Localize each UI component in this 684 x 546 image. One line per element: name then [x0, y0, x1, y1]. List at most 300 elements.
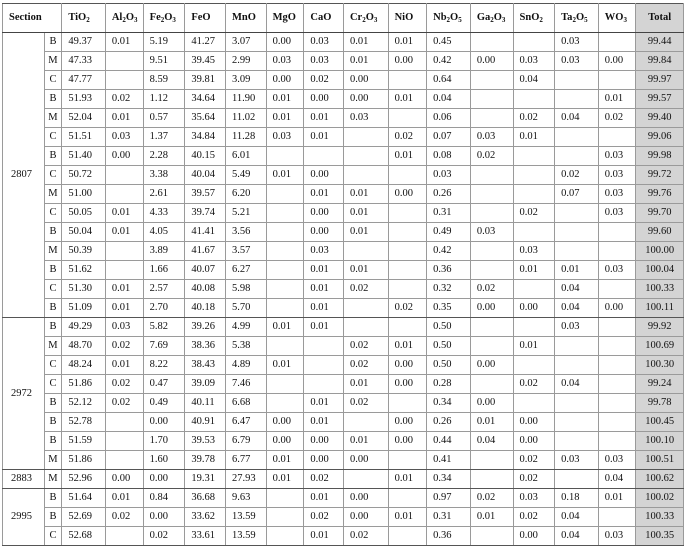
table-row	[3, 356, 684, 375]
value-cell	[598, 128, 636, 147]
total-cell: 99.76	[636, 185, 684, 204]
value-cell: 51.00	[62, 185, 106, 204]
value-cell: 0.00	[266, 432, 304, 451]
table-row	[3, 280, 684, 299]
value-cell	[105, 451, 143, 470]
table-row	[3, 451, 684, 470]
value-cell: 0.03	[427, 166, 471, 185]
column-header-subscript: 3	[373, 16, 378, 24]
value-cell: 0.00	[304, 223, 344, 242]
column-header-formula: Al	[111, 12, 123, 23]
value-cell: 0.01	[304, 489, 344, 508]
value-cell	[470, 261, 513, 280]
total-cell: 100.69	[636, 337, 684, 356]
value-cell: 11.28	[225, 128, 266, 147]
value-cell: 6.20	[225, 185, 266, 204]
value-cell: 51.30	[62, 280, 106, 299]
value-cell: 0.00	[266, 413, 304, 432]
column-header-subscript: 3	[134, 16, 138, 24]
value-cell: 1.60	[143, 451, 185, 470]
value-cell: 41.67	[185, 242, 226, 261]
value-cell	[598, 413, 636, 432]
table-row	[3, 242, 684, 261]
zone-cell: C	[44, 280, 62, 299]
zone-cell: M	[44, 242, 62, 261]
value-cell	[266, 508, 304, 527]
value-cell	[555, 204, 599, 223]
value-cell: 0.36	[427, 527, 471, 546]
column-header-formula: FeO	[191, 12, 211, 23]
value-cell: 0.18	[555, 489, 599, 508]
value-cell: 52.96	[62, 470, 106, 489]
value-cell	[388, 280, 427, 299]
value-cell: 0.02	[513, 451, 555, 470]
value-cell	[304, 356, 344, 375]
value-cell: 0.00	[513, 413, 555, 432]
value-cell: 3.56	[225, 223, 266, 242]
value-cell	[513, 166, 555, 185]
value-cell: 0.03	[470, 128, 513, 147]
value-cell	[598, 318, 636, 337]
oxide-column-header	[343, 4, 388, 33]
total-cell: 99.06	[636, 128, 684, 147]
oxide-composition-table	[2, 3, 684, 546]
zone-cell: B	[44, 147, 62, 166]
value-cell	[555, 432, 599, 451]
value-cell: 0.01	[266, 356, 304, 375]
value-cell: 0.01	[266, 470, 304, 489]
value-cell: 5.21	[225, 204, 266, 223]
value-cell: 2.70	[143, 299, 185, 318]
value-cell: 0.01	[555, 261, 599, 280]
zone-cell: C	[44, 204, 62, 223]
table-row	[3, 223, 684, 242]
value-cell: 39.78	[185, 451, 226, 470]
value-cell: 2.61	[143, 185, 185, 204]
value-cell: 0.00	[304, 166, 344, 185]
value-cell: 0.06	[427, 109, 471, 128]
value-cell: 0.02	[470, 147, 513, 166]
value-cell	[513, 147, 555, 166]
value-cell	[598, 432, 636, 451]
oxide-column-header	[470, 4, 513, 33]
value-cell: 5.38	[225, 337, 266, 356]
total-cell: 99.72	[636, 166, 684, 185]
value-cell: 0.00	[343, 508, 388, 527]
zone-cell: M	[44, 337, 62, 356]
value-cell	[470, 33, 513, 52]
value-cell: 0.64	[427, 71, 471, 90]
value-cell: 0.02	[343, 280, 388, 299]
value-cell: 0.03	[105, 128, 143, 147]
value-cell: 6.01	[225, 147, 266, 166]
value-cell: 0.02	[513, 375, 555, 394]
value-cell: 0.03	[105, 318, 143, 337]
value-cell: 0.00	[304, 432, 344, 451]
value-cell: 0.00	[388, 356, 427, 375]
value-cell: 0.00	[470, 394, 513, 413]
section-cell: 2883	[3, 470, 45, 489]
value-cell	[598, 394, 636, 413]
value-cell: 0.03	[470, 223, 513, 242]
value-cell: 0.01	[343, 204, 388, 223]
value-cell	[388, 527, 427, 546]
value-cell: 0.01	[304, 261, 344, 280]
value-cell: 52.12	[62, 394, 106, 413]
value-cell: 13.59	[225, 527, 266, 546]
value-cell	[388, 394, 427, 413]
value-cell: 4.05	[143, 223, 185, 242]
column-header-formula: Total	[648, 12, 672, 23]
value-cell: 0.03	[513, 242, 555, 261]
table-row	[3, 508, 684, 527]
value-cell	[555, 413, 599, 432]
value-cell: 39.09	[185, 375, 226, 394]
value-cell: 0.03	[513, 52, 555, 71]
table-row	[3, 33, 684, 52]
column-header-formula: O	[125, 12, 135, 23]
value-cell: 0.00	[388, 375, 427, 394]
value-cell: 0.03	[555, 33, 599, 52]
value-cell: 0.01	[304, 280, 344, 299]
value-cell: 0.01	[388, 90, 427, 109]
column-header-formula: Fe	[149, 12, 161, 23]
value-cell	[304, 375, 344, 394]
value-cell: 40.07	[185, 261, 226, 280]
value-cell: 0.03	[598, 451, 636, 470]
value-cell: 3.07	[225, 33, 266, 52]
value-cell	[598, 508, 636, 527]
value-cell	[555, 242, 599, 261]
value-cell	[598, 280, 636, 299]
value-cell	[343, 147, 388, 166]
zone-cell: M	[44, 185, 62, 204]
value-cell	[555, 128, 599, 147]
value-cell: 0.02	[513, 508, 555, 527]
value-cell	[105, 413, 143, 432]
value-cell	[598, 356, 636, 375]
value-cell: 9.51	[143, 52, 185, 71]
value-cell	[513, 356, 555, 375]
value-cell	[598, 337, 636, 356]
value-cell: 8.22	[143, 356, 185, 375]
column-header-subscript: 2	[539, 16, 543, 24]
value-cell	[266, 299, 304, 318]
value-cell: 0.00	[513, 299, 555, 318]
value-cell	[470, 204, 513, 223]
value-cell	[470, 527, 513, 546]
value-cell: 51.40	[62, 147, 106, 166]
value-cell: 0.02	[105, 508, 143, 527]
total-cell: 100.62	[636, 470, 684, 489]
zone-cell: B	[44, 223, 62, 242]
value-cell	[513, 223, 555, 242]
value-cell	[513, 90, 555, 109]
oxide-column-header	[427, 4, 471, 33]
value-cell: 8.59	[143, 71, 185, 90]
zone-cell: B	[44, 318, 62, 337]
value-cell: 0.01	[304, 185, 344, 204]
table-row	[3, 299, 684, 318]
value-cell: 0.01	[266, 166, 304, 185]
value-cell	[105, 261, 143, 280]
value-cell	[388, 489, 427, 508]
value-cell: 40.08	[185, 280, 226, 299]
value-cell: 0.00	[470, 356, 513, 375]
value-cell: 0.03	[555, 318, 599, 337]
value-cell: 39.81	[185, 71, 226, 90]
table-row	[3, 375, 684, 394]
value-cell: 6.27	[225, 261, 266, 280]
value-cell: 0.36	[427, 261, 471, 280]
value-cell	[266, 337, 304, 356]
value-cell: 0.97	[427, 489, 471, 508]
value-cell: 33.62	[185, 508, 226, 527]
value-cell: 3.38	[143, 166, 185, 185]
column-header-subscript: 2	[122, 16, 126, 24]
value-cell	[388, 223, 427, 242]
value-cell	[470, 470, 513, 489]
value-cell: 0.01	[343, 33, 388, 52]
value-cell: 1.70	[143, 432, 185, 451]
value-cell: 48.24	[62, 356, 106, 375]
value-cell: 0.00	[105, 147, 143, 166]
value-cell: 5.98	[225, 280, 266, 299]
value-cell	[513, 394, 555, 413]
value-cell: 0.03	[304, 242, 344, 261]
table-row	[3, 71, 684, 90]
value-cell: 6.79	[225, 432, 266, 451]
value-cell: 51.09	[62, 299, 106, 318]
value-cell: 0.02	[304, 71, 344, 90]
value-cell: 2.57	[143, 280, 185, 299]
value-cell: 51.86	[62, 375, 106, 394]
total-cell: 100.35	[636, 527, 684, 546]
value-cell: 33.61	[185, 527, 226, 546]
value-cell	[555, 147, 599, 166]
zone-cell: B	[44, 299, 62, 318]
total-cell: 99.78	[636, 394, 684, 413]
value-cell: 0.00	[388, 52, 427, 71]
value-cell: 0.02	[343, 337, 388, 356]
value-cell: 0.00	[470, 299, 513, 318]
value-cell	[388, 166, 427, 185]
value-cell	[343, 128, 388, 147]
value-cell	[266, 394, 304, 413]
total-cell: 100.11	[636, 299, 684, 318]
value-cell: 0.00	[304, 90, 344, 109]
value-cell	[343, 166, 388, 185]
total-cell: 100.33	[636, 280, 684, 299]
value-cell: 39.57	[185, 185, 226, 204]
value-cell: 2.99	[225, 52, 266, 71]
oxide-column-header	[185, 4, 226, 33]
value-cell: 0.01	[304, 394, 344, 413]
value-cell: 0.01	[343, 432, 388, 451]
value-cell: 0.01	[598, 90, 636, 109]
value-cell: 0.00	[266, 71, 304, 90]
value-cell: 0.00	[513, 432, 555, 451]
value-cell	[470, 375, 513, 394]
value-cell: 3.09	[225, 71, 266, 90]
value-cell: 0.44	[427, 432, 471, 451]
column-header-formula: O	[450, 12, 459, 23]
value-cell: 0.41	[427, 451, 471, 470]
oxide-column-header	[598, 4, 636, 33]
value-cell	[470, 109, 513, 128]
value-cell: 50.72	[62, 166, 106, 185]
table-row	[3, 432, 684, 451]
value-cell: 51.64	[62, 489, 106, 508]
oxide-column-header	[62, 4, 106, 33]
value-cell: 0.50	[427, 337, 471, 356]
zone-cell: B	[44, 413, 62, 432]
value-cell	[598, 71, 636, 90]
value-cell: 7.69	[143, 337, 185, 356]
value-cell: 0.32	[427, 280, 471, 299]
value-cell	[388, 71, 427, 90]
column-header-subscript: 2	[362, 16, 366, 24]
zone-cell: B	[44, 489, 62, 508]
column-header-formula: O	[164, 12, 173, 23]
value-cell: 40.91	[185, 413, 226, 432]
value-cell: 52.78	[62, 413, 106, 432]
value-cell: 0.31	[427, 204, 471, 223]
value-cell	[266, 489, 304, 508]
value-cell: 0.01	[105, 223, 143, 242]
value-cell: 0.04	[598, 470, 636, 489]
value-cell: 4.33	[143, 204, 185, 223]
value-cell: 0.01	[470, 508, 513, 527]
value-cell: 0.04	[555, 109, 599, 128]
column-header-formula: Nb	[433, 12, 447, 23]
value-cell: 39.26	[185, 318, 226, 337]
value-cell: 5.19	[143, 33, 185, 52]
value-cell: 0.00	[388, 413, 427, 432]
column-header-formula: O	[575, 12, 585, 23]
value-cell	[266, 261, 304, 280]
value-cell: 47.33	[62, 52, 106, 71]
value-cell: 1.66	[143, 261, 185, 280]
value-cell: 0.02	[555, 166, 599, 185]
oxide-column-header	[388, 4, 427, 33]
value-cell: 0.49	[427, 223, 471, 242]
value-cell: 0.00	[343, 71, 388, 90]
zone-cell: M	[44, 470, 62, 489]
value-cell	[105, 242, 143, 261]
value-cell	[343, 318, 388, 337]
value-cell	[266, 375, 304, 394]
value-cell: 0.00	[143, 470, 185, 489]
column-header-formula: MgO	[272, 12, 296, 23]
value-cell: 35.64	[185, 109, 226, 128]
zone-cell: C	[44, 71, 62, 90]
value-cell: 0.03	[266, 128, 304, 147]
value-cell: 0.00	[143, 413, 185, 432]
value-cell: 0.35	[427, 299, 471, 318]
column-header-subscript: 3	[172, 16, 176, 24]
value-cell	[598, 223, 636, 242]
value-cell: 2.28	[143, 147, 185, 166]
value-cell: 0.01	[513, 128, 555, 147]
value-cell	[555, 470, 599, 489]
value-cell: 0.47	[143, 375, 185, 394]
column-header-subscript: 5	[584, 16, 588, 24]
table-row	[3, 318, 684, 337]
column-header-subscript: 2	[490, 16, 494, 24]
table-row	[3, 90, 684, 109]
total-cell: 100.04	[636, 261, 684, 280]
column-header-formula: Cr	[349, 12, 363, 23]
value-cell: 11.02	[225, 109, 266, 128]
value-cell: 0.01	[343, 375, 388, 394]
value-cell: 0.07	[555, 185, 599, 204]
value-cell: 0.01	[513, 261, 555, 280]
value-cell: 27.93	[225, 470, 266, 489]
table-row	[3, 166, 684, 185]
value-cell: 3.89	[143, 242, 185, 261]
value-cell: 0.01	[343, 261, 388, 280]
value-cell: 0.02	[105, 337, 143, 356]
value-cell: 0.02	[105, 90, 143, 109]
value-cell: 6.77	[225, 451, 266, 470]
column-header-formula: CaO	[310, 12, 332, 23]
value-cell	[266, 204, 304, 223]
value-cell	[513, 33, 555, 52]
value-cell	[105, 71, 143, 90]
value-cell: 51.93	[62, 90, 106, 109]
zone-cell: B	[44, 508, 62, 527]
value-cell: 11.90	[225, 90, 266, 109]
value-cell: 0.00	[598, 299, 636, 318]
value-cell: 13.59	[225, 508, 266, 527]
zone-cell: C	[44, 527, 62, 546]
value-cell: 0.01	[343, 185, 388, 204]
oxide-composition-table-wrapper	[2, 3, 684, 546]
value-cell: 34.64	[185, 90, 226, 109]
value-cell	[266, 280, 304, 299]
oxide-column-header	[105, 4, 143, 33]
total-cell: 99.98	[636, 147, 684, 166]
value-cell: 0.01	[105, 109, 143, 128]
value-cell: 0.00	[304, 451, 344, 470]
value-cell	[304, 147, 344, 166]
oxide-column-header	[513, 4, 555, 33]
zone-cell: B	[44, 432, 62, 451]
value-cell	[470, 242, 513, 261]
value-cell	[598, 375, 636, 394]
total-column-header	[636, 4, 684, 33]
total-cell: 100.00	[636, 242, 684, 261]
value-cell: 5.49	[225, 166, 266, 185]
value-cell: 0.03	[598, 166, 636, 185]
section-header: Section	[3, 4, 62, 33]
zone-cell: B	[44, 33, 62, 52]
value-cell: 0.00	[105, 470, 143, 489]
value-cell: 0.28	[427, 375, 471, 394]
total-cell: 100.51	[636, 451, 684, 470]
column-header-subscript: 2	[446, 16, 451, 24]
value-cell	[470, 451, 513, 470]
value-cell: 0.04	[555, 375, 599, 394]
value-cell: 0.02	[598, 109, 636, 128]
value-cell: 0.34	[427, 394, 471, 413]
value-cell: 39.74	[185, 204, 226, 223]
value-cell: 0.42	[427, 52, 471, 71]
value-cell: 0.01	[388, 337, 427, 356]
value-cell: 4.99	[225, 318, 266, 337]
value-cell: 0.01	[105, 299, 143, 318]
